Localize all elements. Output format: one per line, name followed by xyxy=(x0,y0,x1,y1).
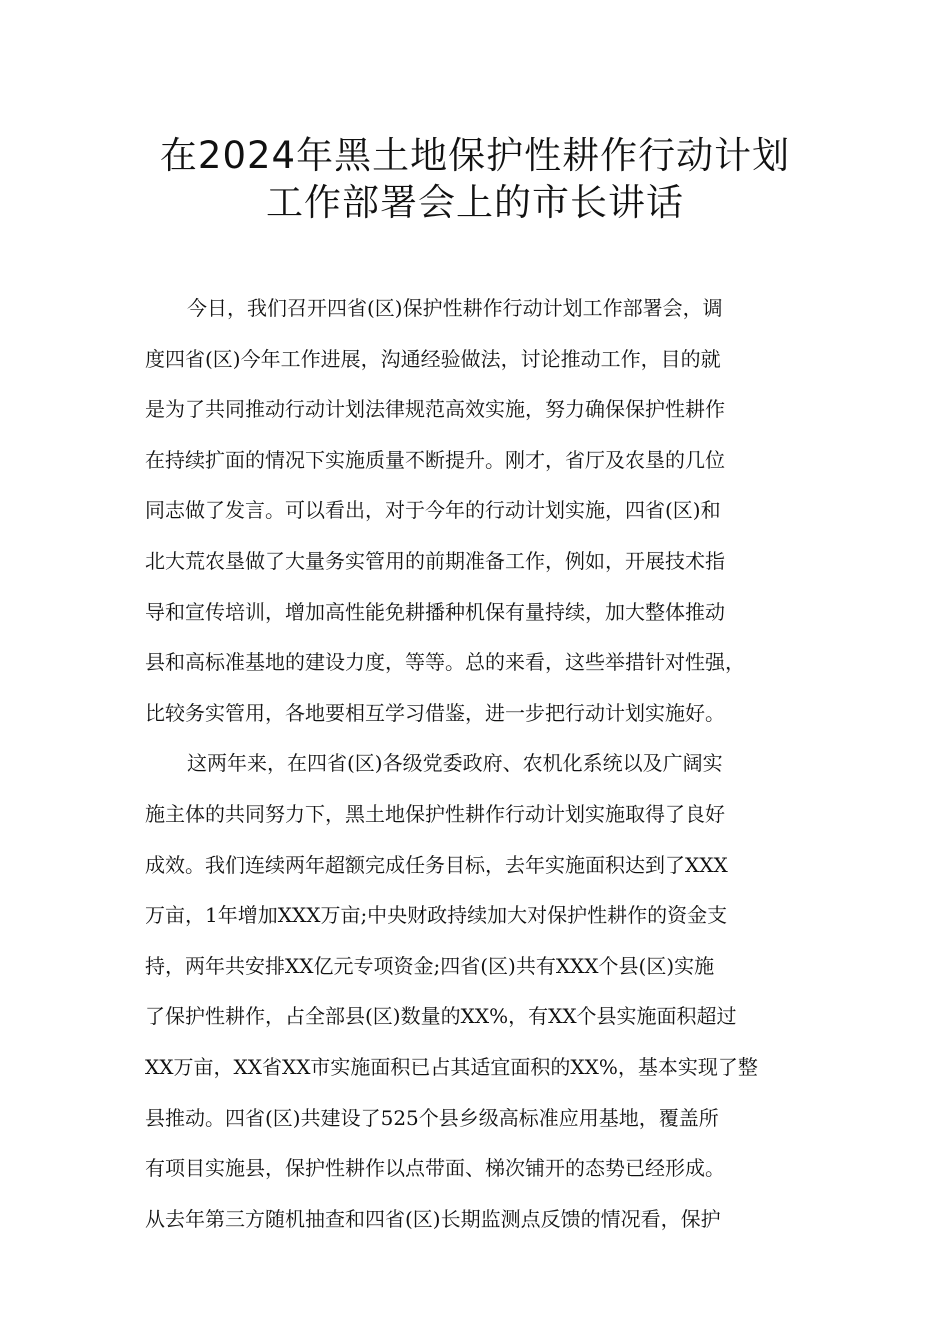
title-line-2: 工作部署会上的市长讲话 xyxy=(266,181,684,224)
paragraph-line: 施主体的共同努力下，黑土地保护性耕作行动计划实施取得了良好 xyxy=(145,801,725,826)
paragraph-line: 这两年来，在四省(区)各级党委政府、农机化系统以及广阔实 xyxy=(187,751,723,776)
paragraph-line: 从去年第三方随机抽查和四省(区)长期监测点反馈的情况看，保护 xyxy=(145,1206,721,1231)
paragraph-line: 有项目实施县，保护性耕作以点带面、梯次铺开的态势已经形成。 xyxy=(145,1156,725,1181)
paragraph-line: 比较务实管用，各地要相互学习借鉴，进一步把行动计划实施好。 xyxy=(145,700,725,725)
paragraph-line: 了保护性耕作，占全部县(区)数量的XX%，有XX个县实施面积超过 xyxy=(145,1004,737,1029)
paragraph-line: 持，两年共安排XX亿元专项资金;四省(区)共有XXX个县(区)实施 xyxy=(145,953,715,978)
paragraph-line: 同志做了发言。可以看出，对于今年的行动计划实施，四省(区)和 xyxy=(145,498,721,523)
paragraph-line: 县推动。四省(区)共建设了525个县乡级高标准应用基地，覆盖所 xyxy=(145,1105,719,1130)
paragraph-2 xyxy=(145,738,825,1244)
paragraph-line: 今日，我们召开四省(区)保护性耕作行动计划工作部署会，调 xyxy=(187,296,723,320)
paragraph-line: 县和高标准基地的建设力度，等等。总的来看，这些举措针对性强， xyxy=(145,650,745,675)
paragraph-line: 北大荒农垦做了大量务实管用的前期准备工作，例如，开展技术指 xyxy=(145,548,725,573)
paragraph-line: 导和宣传培训，增加高性能免耕播种机保有量持续，加大整体推动 xyxy=(145,599,725,624)
paragraph-line: 是为了共同推动行动计划法律规范高效实施，努力确保保护性耕作 xyxy=(145,397,725,422)
paragraph-line: XX万亩，XX省XX市实施面积已占其适宜面积的XX%，基本实现了整 xyxy=(145,1054,758,1079)
paragraph-line: 万亩，1年增加XXX万亩;中央财政持续加大对保护性耕作的资金支 xyxy=(145,903,728,928)
paragraph-line: 在持续扩面的情况下实施质量不断提升。刚才，省厅及农垦的几位 xyxy=(145,447,725,472)
paragraph-1 xyxy=(145,283,825,738)
document-body xyxy=(145,283,825,1244)
title-line-1: 在2024年黑土地保护性耕作行动计划 xyxy=(159,134,791,177)
paragraph-line: 度四省(区)今年工作进展，沟通经验做法，讨论推动工作，目的就 xyxy=(145,346,721,371)
paragraph-line: 成效。我们连续两年超额完成任务目标，去年实施面积达到了XXX xyxy=(145,852,728,877)
document-title xyxy=(0,132,950,226)
